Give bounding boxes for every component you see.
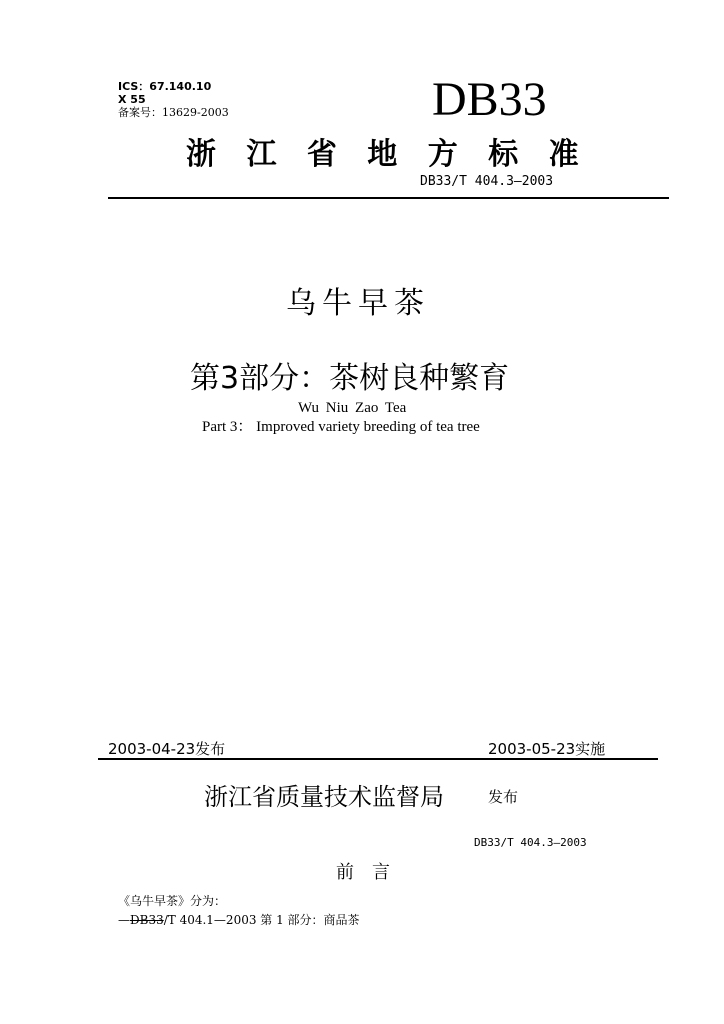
part-title-cn: 第3部分：茶树良种繁育	[190, 361, 510, 396]
foreword-line: 《乌牛早茶》分为：	[118, 894, 227, 908]
filing-number: 备案号：13629-2003	[118, 106, 229, 119]
header-divider	[108, 197, 669, 199]
org-title: 浙 江 省 地 方 标 准	[186, 137, 589, 172]
foreword-part-list-item	[118, 913, 360, 927]
issue-date: 2003-04-23发布	[108, 740, 226, 758]
part-title-en: Part 3： Improved variety breeding of tea tree	[202, 419, 480, 435]
part-entry: /T 404.1—2003 第 1 部分：商品茶	[163, 913, 360, 927]
title-en: Wu Niu Zao Tea	[298, 400, 407, 416]
page2-standard-number: DB33/T 404.3—2003	[474, 836, 587, 849]
standard-number: DB33/T 404.3—2003	[420, 174, 554, 189]
title-cn: 乌牛早茶	[286, 286, 430, 321]
issuer-name: 浙江省质量技术监督局	[204, 783, 444, 811]
implement-date: 2003-05-23实施	[488, 740, 606, 758]
struck-code: DB33	[130, 913, 164, 927]
list-dash: —	[118, 913, 130, 927]
classification-code: X 55	[118, 93, 146, 106]
standard-code: DB33	[432, 73, 547, 126]
ics-code: ICS：67.140.10	[118, 80, 212, 93]
issuer-action: 发布	[488, 788, 519, 806]
foreword-title: 前言	[336, 862, 408, 883]
footer-divider	[98, 758, 658, 760]
